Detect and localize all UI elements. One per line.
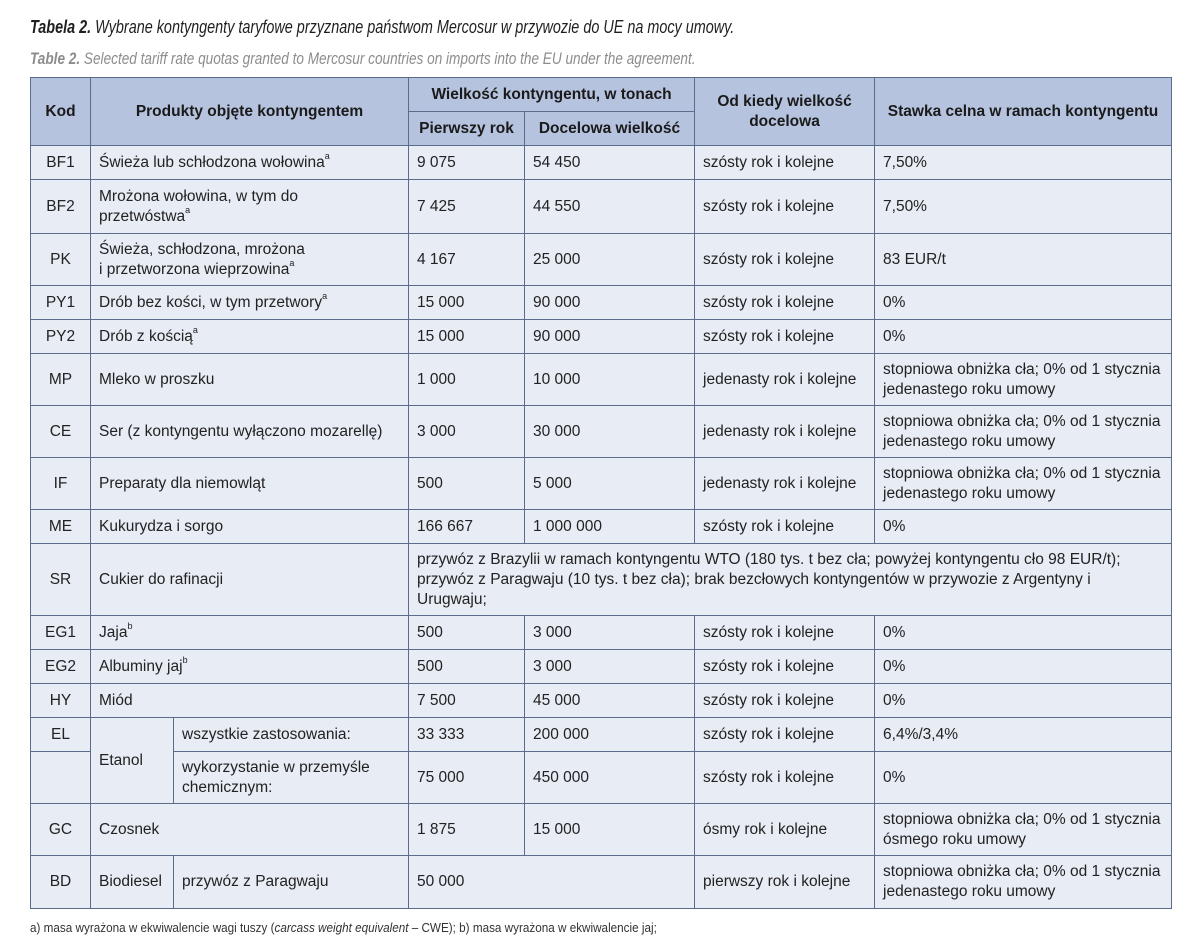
cell-kod: BF1	[31, 146, 91, 180]
footnote-mark: b	[127, 621, 133, 632]
cell-docelowa: 5 000	[525, 458, 695, 510]
cell-docelowa: 450 000	[525, 752, 695, 804]
product-text: Drób bez kości, w tym przetwory	[99, 293, 323, 311]
cell-od: szósty rok i kolejne	[695, 718, 875, 752]
cell-stawka: 7,50%	[875, 146, 1172, 180]
cell-docelowa: 90 000	[525, 320, 695, 354]
cell-produkt	[91, 180, 409, 234]
cell-od: jedenasty rok i kolejne	[695, 406, 875, 458]
cell-produkt: Miód	[91, 684, 409, 718]
table-row	[31, 354, 1172, 406]
cell-pierwszy: 75 000	[409, 752, 525, 804]
cell-docelowa: 10 000	[525, 354, 695, 406]
cell-docelowa: 15 000	[525, 804, 695, 856]
cell-docelowa: 44 550	[525, 180, 695, 234]
cell-stawka: stopniowa obniżka cła; 0% od 1 stycznia ósmego roku umowy	[875, 804, 1172, 856]
cell-produkt	[91, 320, 409, 354]
table-row	[31, 684, 1172, 718]
cell-od: szósty rok i kolejne	[695, 616, 875, 650]
footnote-mark: a	[322, 291, 328, 302]
table-row	[31, 234, 1172, 286]
cell-subproduct: wszystkie zastosowania:	[174, 718, 409, 752]
cell-stawka: stopniowa obniżka cła; 0% od 1 stycznia jedenastego roku umowy	[875, 354, 1172, 406]
cell-kod: BF2	[31, 180, 91, 234]
cell-kod: PK	[31, 234, 91, 286]
cell-od: szósty rok i kolejne	[695, 320, 875, 354]
product-text: Jaja	[99, 623, 128, 641]
cell-od: szósty rok i kolejne	[695, 180, 875, 234]
caption-label: Tabela 2.	[30, 17, 92, 37]
cell-docelowa: 200 000	[525, 718, 695, 752]
cell-docelowa: 3 000	[525, 650, 695, 684]
cell-od: ósmy rok i kolejne	[695, 804, 875, 856]
cell-produkt: Biodiesel	[91, 856, 174, 909]
cell-od: szósty rok i kolejne	[695, 146, 875, 180]
cell-od: szósty rok i kolejne	[695, 510, 875, 544]
cell-stawka: stopniowa obniżka cła; 0% od 1 stycznia jedenastego roku umowy	[875, 458, 1172, 510]
cell-stawka: 0%	[875, 286, 1172, 320]
cell-produkt	[91, 234, 409, 286]
footnote-text: a) masa wyrażona w ekwiwalencie wagi tuszy (	[30, 920, 275, 935]
header-wielkosc: Wielkość kontyngentu, w tonach	[409, 78, 695, 112]
cell-produkt: Preparaty dla niemowląt	[91, 458, 409, 510]
cell-produkt: Ser (z kontyngentu wyłączono mozarellę)	[91, 406, 409, 458]
cell-kod: IF	[31, 458, 91, 510]
cell-stawka: 7,50%	[875, 180, 1172, 234]
cell-kod: CE	[31, 406, 91, 458]
footnote-mark: a	[289, 258, 295, 269]
cell-subproduct: wykorzystanie w przemyśle chemicznym:	[174, 752, 409, 804]
cell-kod: EG1	[31, 616, 91, 650]
footnote-mark: a	[185, 205, 191, 216]
cell-kod: GC	[31, 804, 91, 856]
cell-produkt: Mleko w proszku	[91, 354, 409, 406]
product-text: i przetworzona wieprzowina	[99, 260, 290, 278]
cell-pierwszy: 1 875	[409, 804, 525, 856]
table-row	[31, 510, 1172, 544]
footnote-mark: a	[192, 325, 198, 336]
cell-docelowa: 90 000	[525, 286, 695, 320]
table-row	[31, 856, 1172, 909]
cell-pierwszy: 50 000	[409, 856, 695, 909]
cell-pierwszy: 3 000	[409, 406, 525, 458]
caption-text: Selected tariff rate quotas granted to Mercosur countries on imports into the EU under the agreement.	[83, 49, 696, 68]
footnote-italic: carcass weight equivalent	[274, 920, 409, 935]
table-row	[31, 544, 1172, 616]
footnote-text: – CWE); b) masa wyrażona w ekwiwalencie jaj;	[408, 920, 657, 935]
header-stawka: Stawka celna w ramach kontyngentu	[875, 78, 1172, 146]
cell-pierwszy: 4 167	[409, 234, 525, 286]
cell-stawka: 6,4%/3,4%	[875, 718, 1172, 752]
cell-pierwszy: 7 500	[409, 684, 525, 718]
cell-od: pierwszy rok i kolejne	[695, 856, 875, 909]
footnote-mark: b	[182, 655, 188, 666]
product-text: Świeża, schłodzona, mrożona	[99, 240, 305, 258]
cell-produkt	[91, 616, 409, 650]
table-row	[31, 718, 1172, 752]
cell-produkt: Cukier do rafinacji	[91, 544, 409, 616]
cell-note: przywóz z Brazylii w ramach kontyngentu WTO (180 tys. t bez cła; powyżej kontyngentu cło 98 EUR/t); przywóz z Paragwaju (10 tys. t bez cła); brak bezcłowych kontyngentów w przywozie z Argentyny i Urugwaju;	[409, 544, 1172, 616]
cell-produkt	[91, 286, 409, 320]
cell-subproduct: przywóz z Paragwaju	[174, 856, 409, 909]
cell-od: szósty rok i kolejne	[695, 752, 875, 804]
caption-label: Table 2.	[30, 49, 81, 68]
cell-kod: EG2	[31, 650, 91, 684]
product-text: Mrożona wołowina, w tym do przetwóstwa	[99, 187, 298, 225]
product-text: Drób z kością	[99, 327, 193, 345]
cell-kod: HY	[31, 684, 91, 718]
product-text: Albuminy jaj	[99, 657, 183, 675]
table-row	[31, 650, 1172, 684]
cell-empty	[31, 752, 91, 804]
cell-docelowa: 3 000	[525, 616, 695, 650]
cell-stawka: 0%	[875, 684, 1172, 718]
cell-docelowa: 45 000	[525, 684, 695, 718]
table-row	[31, 804, 1172, 856]
table-row	[31, 146, 1172, 180]
cell-pierwszy: 500	[409, 616, 525, 650]
product-text: Świeża lub schłodzona wołowina	[99, 153, 325, 171]
cell-pierwszy: 1 000	[409, 354, 525, 406]
cell-kod: PY1	[31, 286, 91, 320]
cell-docelowa: 54 450	[525, 146, 695, 180]
cell-od: szósty rok i kolejne	[695, 234, 875, 286]
cell-produkt: Etanol	[91, 718, 174, 804]
cell-pierwszy: 15 000	[409, 320, 525, 354]
cell-pierwszy: 33 333	[409, 718, 525, 752]
caption-text: Wybrane kontyngenty taryfowe przyznane państwom Mercosur w przywozie do UE na mocy umowy.	[95, 17, 735, 37]
cell-pierwszy: 500	[409, 650, 525, 684]
header-od-kiedy: Od kiedy wielkość docelowa	[695, 78, 875, 146]
cell-stawka: 0%	[875, 752, 1172, 804]
table-row	[31, 320, 1172, 354]
table-row	[31, 286, 1172, 320]
cell-docelowa: 25 000	[525, 234, 695, 286]
cell-pierwszy: 166 667	[409, 510, 525, 544]
header-docelowa: Docelowa wielkość	[525, 112, 695, 146]
cell-kod: SR	[31, 544, 91, 616]
cell-stawka: 0%	[875, 616, 1172, 650]
cell-pierwszy: 9 075	[409, 146, 525, 180]
header-produkty: Produkty objęte kontyngentem	[91, 78, 409, 146]
cell-od: jedenasty rok i kolejne	[695, 458, 875, 510]
cell-pierwszy: 500	[409, 458, 525, 510]
table-caption-english	[30, 49, 696, 69]
cell-od: szósty rok i kolejne	[695, 286, 875, 320]
cell-stawka: 83 EUR/t	[875, 234, 1172, 286]
cell-kod: BD	[31, 856, 91, 909]
cell-produkt: Czosnek	[91, 804, 409, 856]
cell-docelowa: 1 000 000	[525, 510, 695, 544]
table-row	[31, 752, 1172, 804]
cell-stawka: 0%	[875, 650, 1172, 684]
cell-od: jedenasty rok i kolejne	[695, 354, 875, 406]
cell-stawka: 0%	[875, 510, 1172, 544]
cell-od: szósty rok i kolejne	[695, 650, 875, 684]
cell-kod: MP	[31, 354, 91, 406]
table-row	[31, 616, 1172, 650]
table-row	[31, 406, 1172, 458]
cell-kod: PY2	[31, 320, 91, 354]
cell-od: szósty rok i kolejne	[695, 684, 875, 718]
footnote-mark: a	[324, 151, 330, 162]
cell-kod: ME	[31, 510, 91, 544]
table-caption-polish	[30, 17, 734, 38]
cell-stawka: stopniowa obniżka cła; 0% od 1 stycznia jedenastego roku umowy	[875, 856, 1172, 909]
cell-stawka: 0%	[875, 320, 1172, 354]
header-pierwszy-rok: Pierwszy rok	[409, 112, 525, 146]
tariff-quota-table	[30, 77, 1172, 909]
cell-stawka: stopniowa obniżka cła; 0% od 1 stycznia jedenastego roku umowy	[875, 406, 1172, 458]
cell-pierwszy: 15 000	[409, 286, 525, 320]
cell-produkt	[91, 650, 409, 684]
table-row	[31, 180, 1172, 234]
cell-produkt: Kukurydza i sorgo	[91, 510, 409, 544]
table-footnote	[30, 920, 657, 935]
header-kod: Kod	[31, 78, 91, 146]
cell-kod: EL	[31, 718, 91, 752]
cell-pierwszy: 7 425	[409, 180, 525, 234]
cell-produkt	[91, 146, 409, 180]
table-row	[31, 458, 1172, 510]
cell-docelowa: 30 000	[525, 406, 695, 458]
